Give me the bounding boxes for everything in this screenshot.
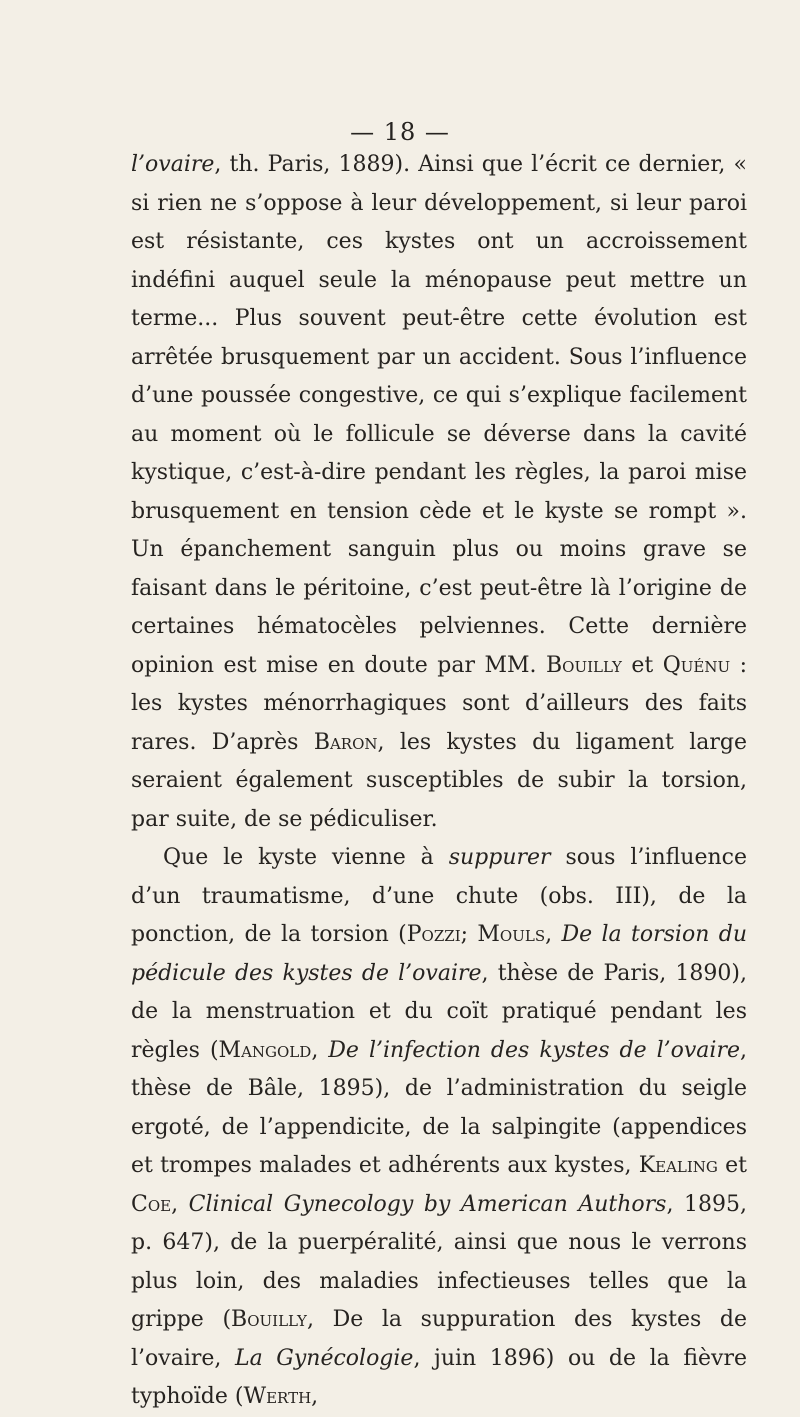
text-run: , [311,1384,319,1409]
text-run: De l’infection des kystes de l’ovaire [328,1037,740,1063]
text-run: La Gynécologie [234,1345,414,1371]
text-run: Pozzi [406,922,461,947]
text-run: , juin 1896) ou de la fièvre typhoïde ( [131,1345,747,1409]
text-run: sous l’influence d’un traumatisme, d’une chute (obs. III), de la ponction, de la torsion ( [131,845,747,947]
text-run: Clinical Gynecology by American Authors [188,1191,667,1217]
body-text [131,146,747,1417]
text-run: Werth [243,1384,312,1409]
text-run: , De la suppuration des kystes de l’ovaire, [131,1307,747,1371]
text-run: , thèse de Paris, 1890), de la menstruation et du coït pratiqué pendant les règles ( [131,960,747,1063]
paragraph-1 [131,146,747,839]
text-run: , [545,922,562,947]
text-run: Bouilly [545,652,622,678]
text-run: Baron [313,729,378,755]
text-run: , 1895, p. 647), de la puerpéralité, ainsi que nous le verrons plus loin, des maladies infectieuses telles que la grippe ( [131,1191,747,1332]
page-number: — 18 — [350,118,450,146]
text-run: Que le kyste vienne à [163,845,449,870]
text-run: , [171,1191,189,1217]
text-run: et [717,1153,747,1178]
text-run: Quénu [662,652,731,678]
text-run: , thèse de Bâle, 1895), de l’administration du seigle ergoté, de l’appendicite, de la salpingite (appendices et trompes malades et adhérents aux kystes, [131,1037,747,1178]
text-run: suppurer [448,845,551,870]
text-run: : les kystes ménorrhagiques sont d’ailleurs des faits rares. D’après [131,652,747,755]
paragraph-2 [131,839,747,1417]
text-run: ; [460,922,478,947]
text-run: et [621,652,663,678]
text-run: Coe [131,1191,172,1217]
text-run: De la torsion du pédicule des kystes de l’ovaire [131,922,747,986]
text-run: Mouls [477,922,546,947]
text-run: Mangold [218,1037,312,1063]
text-run: Bouilly [231,1307,307,1332]
text-run: Kealing [638,1153,718,1178]
text-run: , les kystes du ligament large seraient également susceptibles de subir la torsion, par suite, de se pédiculiser. [131,729,747,832]
text-run: , th. Paris, 1889). Ainsi que l’écrit ce dernier, « si rien ne s’oppose à leur développement, si leur paroi est résistante, ces kystes ont un accroissement indéfini auquel seule la ménopause peut mettre un terme... Plus souvent peut-être cette évolution est arrêtée brusquement par un accident. Sous l’influence d’une poussée congestive, ce qui s’explique facilement au moment où le follicule se déverse dans la cavité kystique, c’est-à-dire pendant les règles, la paroi mise brusquement en tension cède et le kyste se rompt ». Un épanchement sanguin plus ou moins grave se faisant dans le péritoine, c’est peut-être là l’origine de certaines hématocèles pelviennes. Cette dernière opinion est mise en doute par MM. [131,152,747,678]
text-run: , [311,1037,329,1063]
text-run: l’ovaire [131,152,215,177]
